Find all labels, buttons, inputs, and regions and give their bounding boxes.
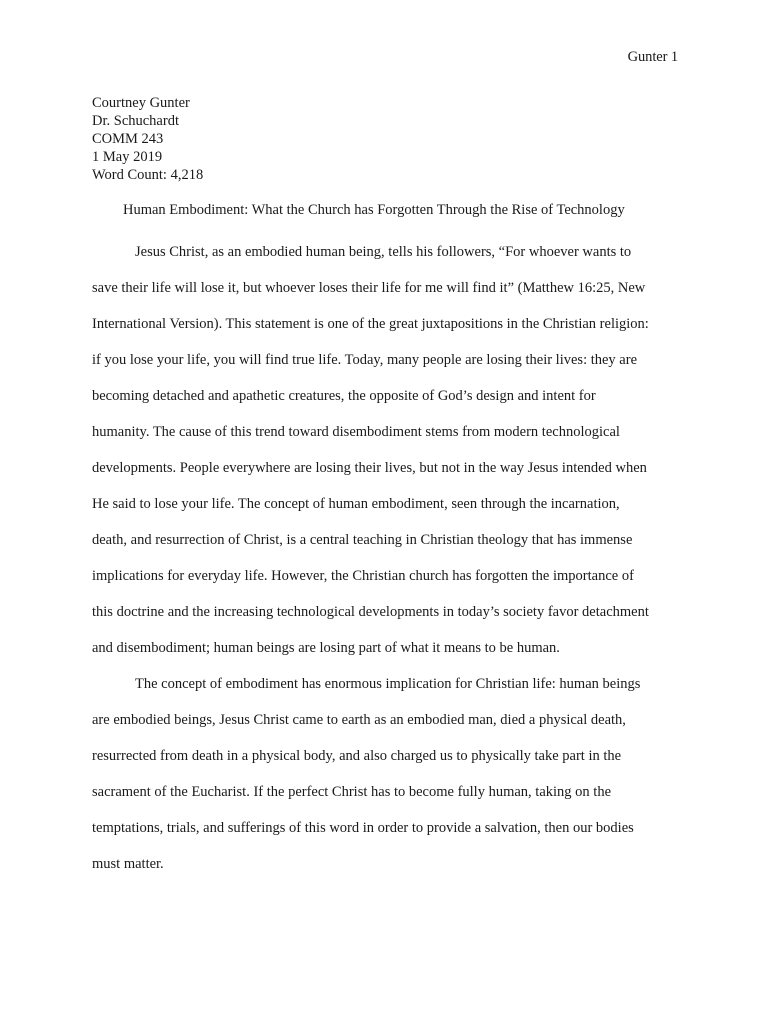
text-line: if you lose your life, you will find true life. Today, many people are losing their lives: they are (92, 352, 638, 368)
submission-date: 1 May 2019 (92, 149, 163, 165)
text-line: temptations, trials, and sufferings of this word in order to provide a salvation, then our bodies (92, 820, 634, 836)
running-head: Gunter 1 (627, 49, 678, 65)
text-line: The concept of embodiment has enormous implication for Christian life: human beings (135, 676, 641, 692)
text-line: are embodied beings, Jesus Christ came to earth as an embodied man, died a physical death, (92, 712, 626, 728)
text-line: becoming detached and apathetic creatures, the opposite of God’s design and intent for (92, 388, 596, 404)
paragraph (92, 234, 654, 666)
text-line: must matter. (92, 856, 164, 872)
text-line: sacrament of the Eucharist. If the perfect Christ has to become fully human, taking on the (92, 784, 612, 800)
body-text (92, 234, 654, 882)
paper-title: Human Embodiment: What the Church has Forgotten Through the Rise of Technology (123, 202, 625, 218)
text-line: humanity. The cause of this trend toward disembodiment stems from modern technological (92, 424, 620, 440)
text-line: International Version). This statement is one of the great juxtapositions in the Christian religion: (92, 316, 649, 332)
text-line: this doctrine and the increasing technological developments in today’s society favor detachment (92, 604, 649, 620)
text-line: implications for everyday life. However, the Christian church has forgotten the importance of (92, 568, 634, 584)
text-line: save their life will lose it, but whoever loses their life for me will find it” (Matthew 16:25, New (92, 280, 646, 296)
author-name: Courtney Gunter (92, 95, 190, 111)
text-line: Jesus Christ, as an embodied human being, tells his followers, “For whoever wants to (135, 244, 632, 260)
paragraph (92, 666, 654, 882)
course-name: COMM 243 (92, 131, 164, 147)
text-line: resurrected from death in a physical body, and also charged us to physically take part in the (92, 748, 622, 764)
text-line: developments. People everywhere are losing their lives, but not in the way Jesus intended when (92, 460, 647, 476)
word-count: Word Count: 4,218 (92, 167, 204, 183)
text-line: He said to lose your life. The concept of human embodiment, seen through the incarnation, (92, 496, 620, 512)
mla-heading (92, 94, 692, 184)
text-line: death, and resurrection of Christ, is a central teaching in Christian theology that has immense (92, 532, 633, 548)
text-line: and disembodiment; human beings are losing part of what it means to be human. (92, 640, 560, 656)
instructor-name: Dr. Schuchardt (92, 113, 179, 129)
